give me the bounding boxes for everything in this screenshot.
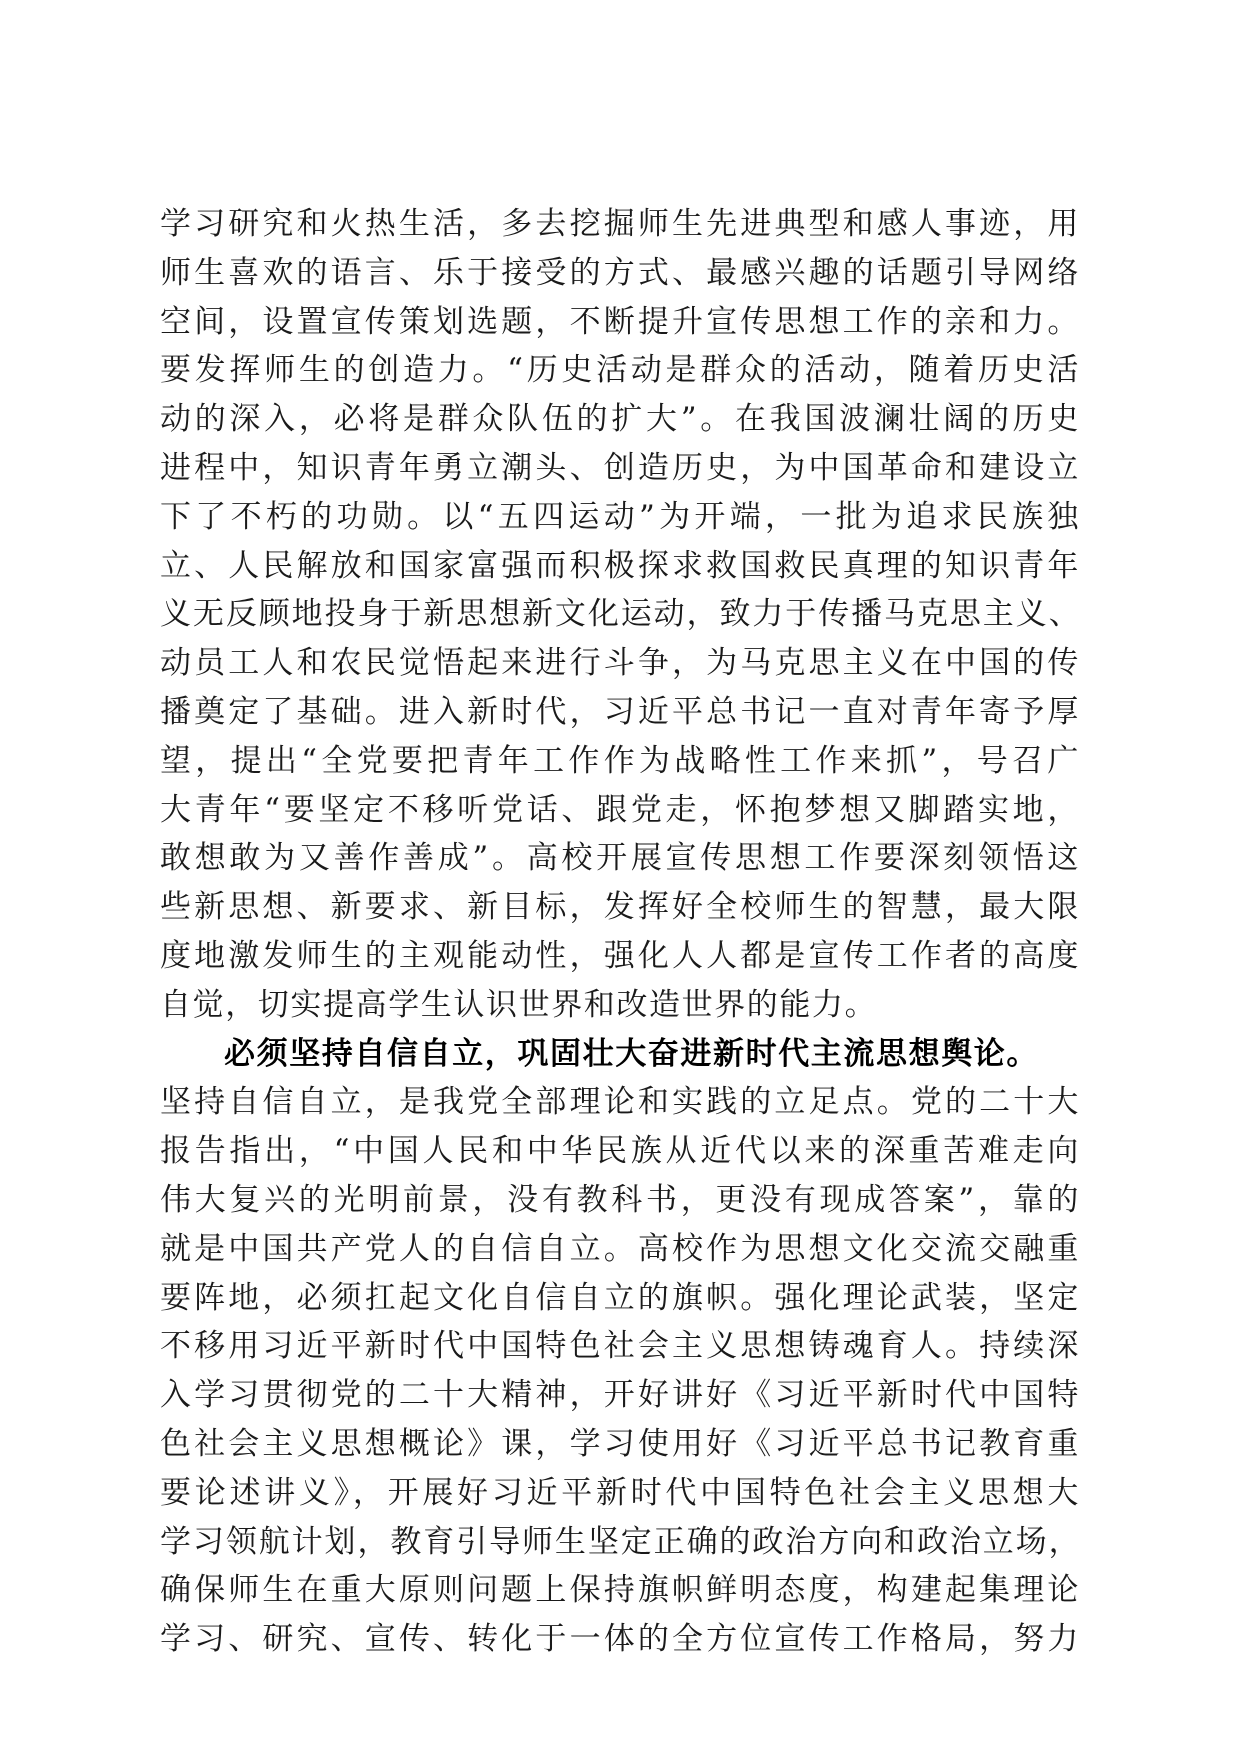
text-line: 要阵地，必须扛起文化自信自立的旗帜。强化理论武装，坚定 [160,1279,1080,1316]
text-line: 动的深入，必将是群众队伍的扩大”。在我国波澜壮阔的历史 [160,401,1080,438]
text-line: 播奠定了基础。进入新时代，习近平总书记一直对青年寄予厚 [160,693,1080,730]
text-line: 动员工人和农民觉悟起来进行斗争，为马克思主义在中国的传 [160,645,1080,682]
body-text [160,200,1080,1664]
text-line: 学习领航计划，教育引导师生坚定正确的政治方向和政治立场， [160,1523,1080,1560]
text-line: 学习研究和火热生活，多去挖掘师生先进典型和感人事迹，用 [160,206,1080,242]
text-line: 要论述讲义》，开展好习近平新时代中国特色社会主义思想大 [160,1474,1080,1511]
text-line: 望，提出“全党要把青年工作作为战略性工作来抓”，号召广 [160,742,1080,779]
text-line: 伟大复兴的光明前景，没有教科书，更没有现成答案”，靠的 [160,1181,1080,1218]
text-line: 立、人民解放和国家富强而积极探求救国救民真理的知识青年 [160,547,1080,584]
section-heading-line [160,1030,1080,1079]
text-line: 不移用习近平新时代中国特色社会主义思想铸魂育人。持续深 [160,1328,1080,1365]
text-line: 报告指出，“中国人民和中华民族从近代以来的深重苦难走向 [160,1133,1080,1170]
text-line: 就是中国共产党人的自信自立。高校作为思想文化交流交融重 [160,1230,1080,1267]
text-line: 大青年“要坚定不移听党话、跟党走，怀抱梦想又脚踏实地， [160,791,1080,828]
text-line: 确保师生在重大原则问题上保持旗帜鲜明态度，构建起集理论 [160,1572,1080,1609]
text-line: 师生喜欢的语言、乐于接受的方式、最感兴趣的话题引导网络 [160,254,1080,291]
text-line: 自觉，切实提高学生认识世界和改造世界的能力。 [160,986,878,1023]
text-line: 进程中，知识青年勇立潮头、创造历史，为中国革命和建设立 [160,449,1080,486]
section-heading: 必须坚持自信自立，巩固壮大奋进新时代主流思想舆论。 [224,1035,1039,1072]
text-line: 下了不朽的功勋。以“五四运动”为开端，一批为追求民族独 [160,498,1080,535]
text-line: 度地激发师生的主观能动性，强化人人都是宣传工作者的高度 [160,937,1080,974]
text-line: 空间，设置宣传策划选题，不断提升宣传思想工作的亲和力。 [160,303,1080,340]
text-line: 入学习贯彻党的二十大精神，开好讲好《习近平新时代中国特 [160,1377,1080,1414]
text-line: 色社会主义思想概论》课，学习使用好《习近平总书记教育重 [160,1425,1080,1462]
text-line: 学习、研究、宣传、转化于一体的全方位宣传工作格局，努力 [160,1621,1080,1658]
text-line: 要发挥师生的创造力。“历史活动是群众的活动，随着历史活 [160,352,1080,389]
text-line: 坚持自信自立，是我党全部理论和实践的立足点。党的二十大 [160,1084,1080,1121]
text-line: 些新思想、新要求、新目标，发挥好全校师生的智慧，最大限 [160,889,1080,926]
text-line: 义无反顾地投身于新思想新文化运动，致力于传播马克思主义、 [160,596,1080,633]
text-line: 敢想敢为又善作善成”。高校开展宣传思想工作要深刻领悟这 [160,840,1080,877]
